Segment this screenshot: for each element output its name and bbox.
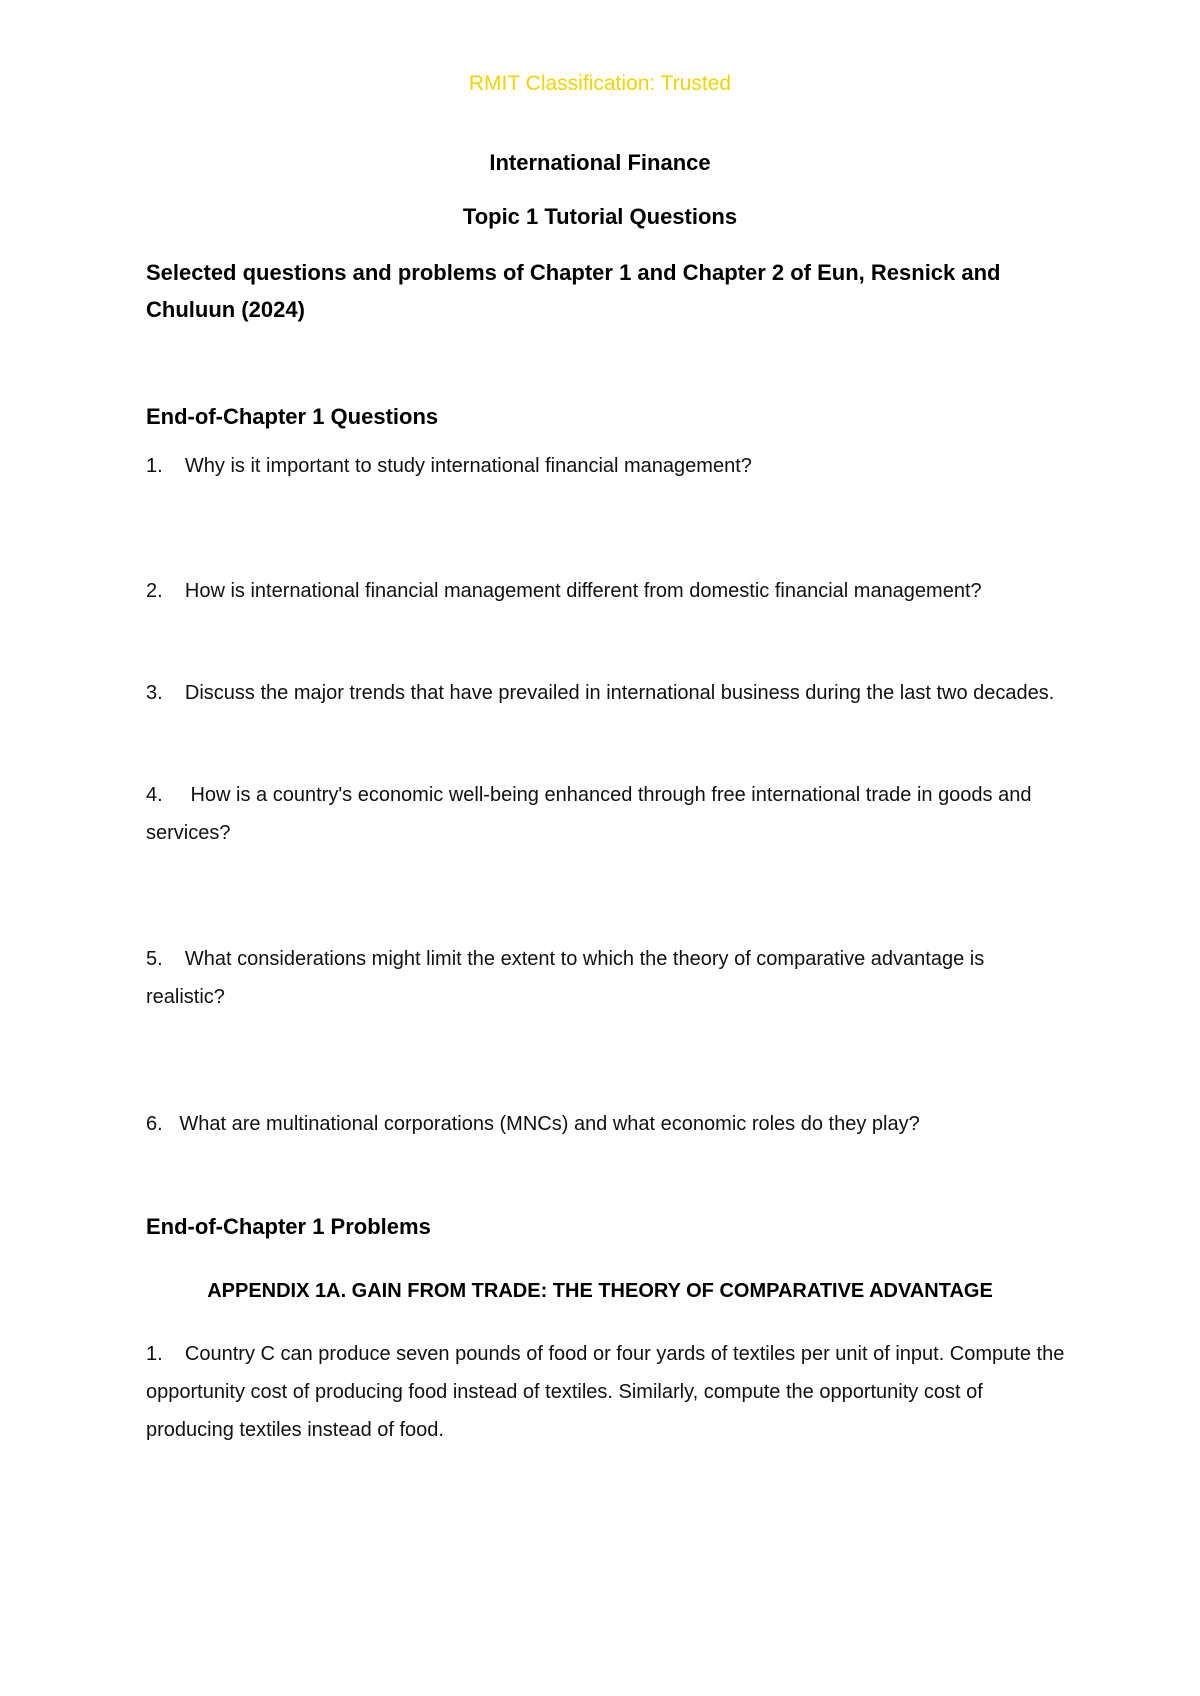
question-number: 5. <box>146 948 163 970</box>
classification-label: RMIT Classification: Trusted <box>468 72 732 95</box>
document-subtitle: Selected questions and problems of Chapter 1 and Chapter 2 of Eun, Resnick and Chuluun (2024) <box>146 260 1001 322</box>
question-number: 6. <box>146 1113 163 1135</box>
question-text: Why is it important to study international financial management? <box>184 455 752 477</box>
question-text: What considerations might limit the extent to which the theory of comparative advantage is realistic? <box>146 948 985 1008</box>
question-item <box>146 447 1066 485</box>
question-text: What are multinational corporations (MNCs) and what economic roles do they play? <box>179 1113 920 1135</box>
problem-number: 1. <box>146 1343 163 1365</box>
topic-title: Topic 1 Tutorial Questions <box>462 204 738 229</box>
problems-heading: End-of-Chapter 1 Problems <box>146 1214 431 1239</box>
appendix-title: APPENDIX 1A. GAIN FROM TRADE: THE THEORY OF COMPARATIVE ADVANTAGE <box>207 1280 993 1302</box>
question-item <box>146 940 1066 1016</box>
question-number: 4. <box>146 784 163 806</box>
question-text: How is a country's economic well-being enhanced through free international trade in goods and services? <box>146 784 1032 844</box>
problem-text: Country C can produce seven pounds of food or four yards of textiles per unit of input. Compute the opportunity cost of producing food instead of textiles. Similarly, compute the opportunity cost of producing textiles instead of food. <box>146 1343 1065 1441</box>
problem-item <box>146 1335 1066 1449</box>
question-item <box>146 572 1066 610</box>
question-text: How is international financial management different from domestic financial management? <box>184 580 982 602</box>
question-item <box>146 1105 1066 1143</box>
question-number: 2. <box>146 580 163 602</box>
course-title: International Finance <box>489 150 711 175</box>
question-text: Discuss the major trends that have prevailed in international business during the last two decades. <box>184 682 1055 704</box>
question-item <box>146 674 1066 712</box>
question-number: 3. <box>146 682 163 704</box>
question-item <box>146 776 1066 852</box>
questions-heading: End-of-Chapter 1 Questions <box>146 404 439 429</box>
question-number: 1. <box>146 455 163 477</box>
